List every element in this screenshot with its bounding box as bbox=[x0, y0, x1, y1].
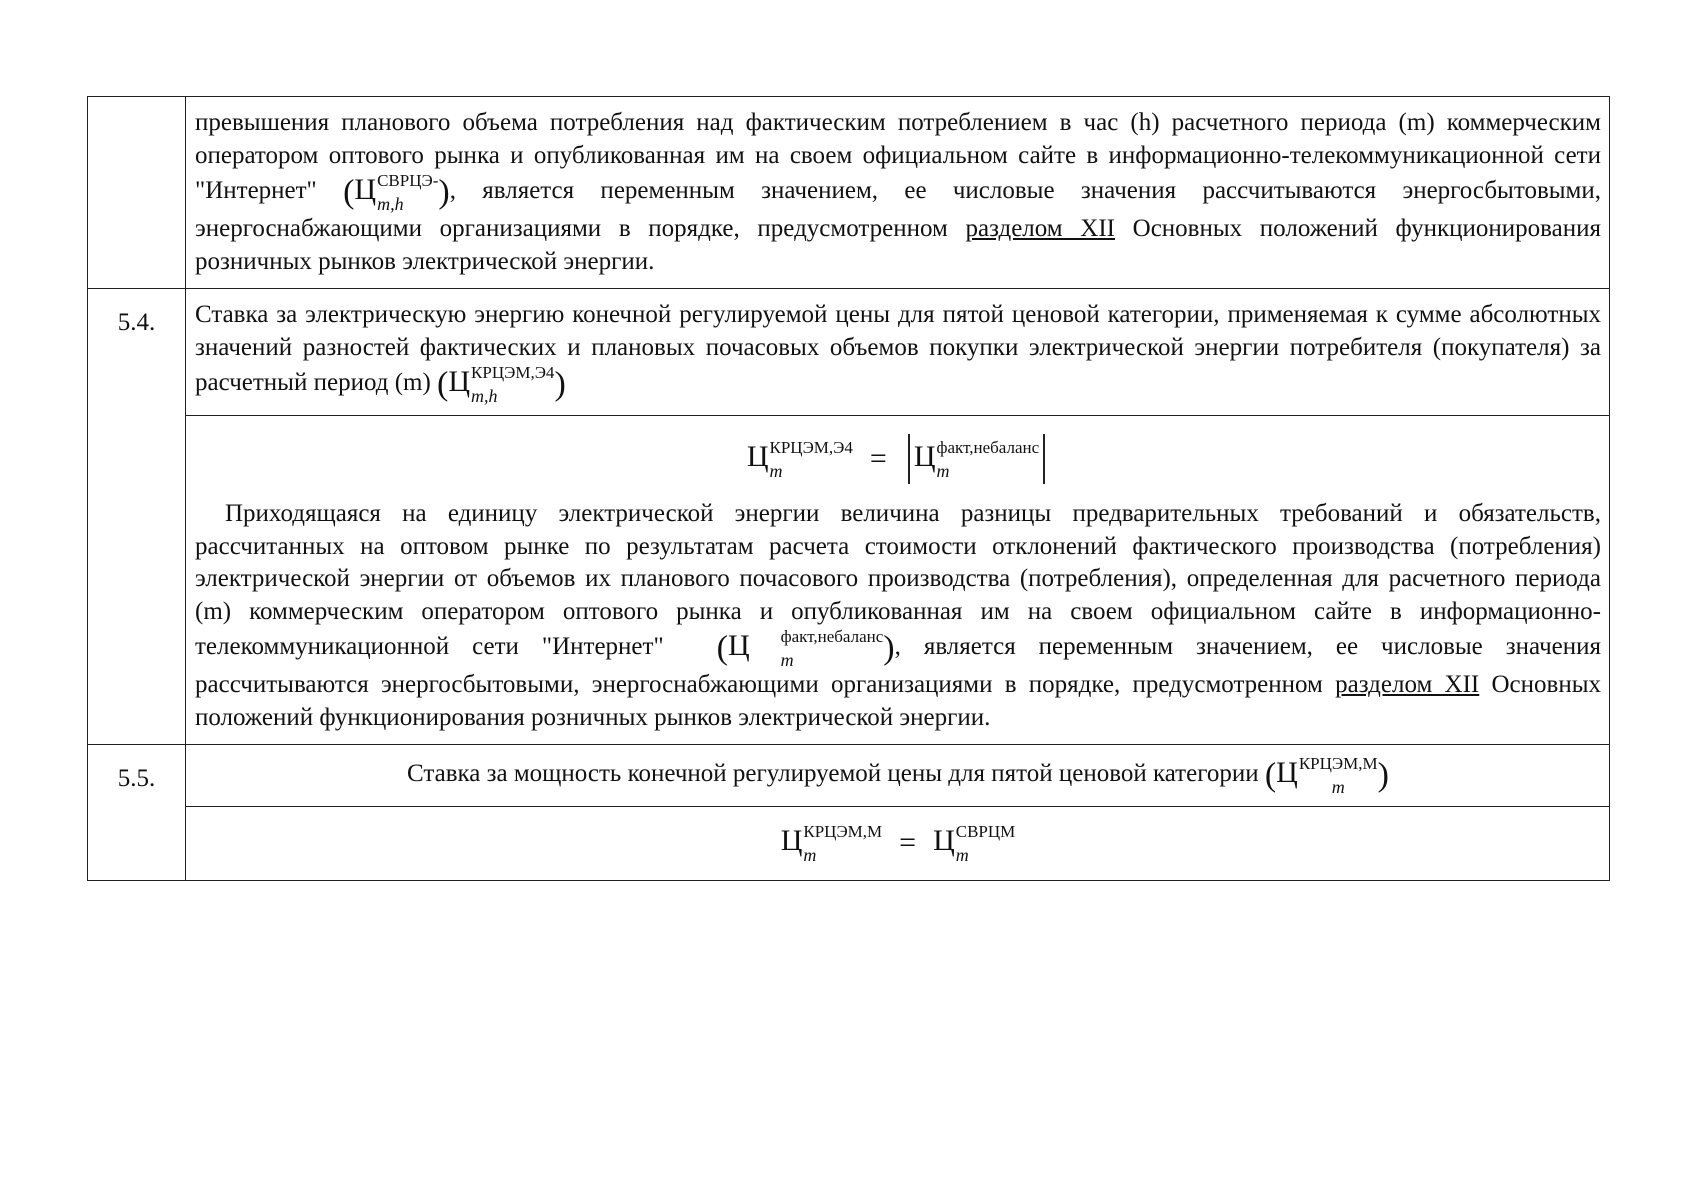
formula-symbol: Ц bbox=[354, 172, 377, 206]
paragraph bbox=[195, 107, 1601, 278]
text-cell bbox=[186, 416, 1610, 745]
table-row bbox=[88, 289, 1610, 416]
abs-bar-right bbox=[1043, 434, 1045, 484]
formula-sub: m,h bbox=[377, 194, 404, 214]
text-cell bbox=[186, 97, 1610, 289]
formula-symbol: Ц bbox=[727, 628, 750, 662]
formula-krcem-e4: (Ц КРЦЭМ,Э4 m,h ) bbox=[437, 363, 566, 406]
text-cell bbox=[186, 745, 1610, 807]
formula-sup: КРЦЭМ,М bbox=[1298, 754, 1378, 773]
text-segment: Ставка за мощность конечной регулируемой цены для пятой ценовой категории bbox=[407, 760, 1259, 788]
formula-sub: m bbox=[803, 845, 817, 865]
link-section-xii[interactable]: разделом XII bbox=[965, 215, 1115, 242]
text-segment: , является переменным значением, ее числовые значения рассчитываются энергосбытовыми, энергоснабжающими организациями в порядке, предусмотренном bbox=[195, 633, 1602, 698]
formula-fakt-nebalans: (Ц факт,небаланс m ) bbox=[716, 627, 895, 670]
abs-bar-left bbox=[908, 434, 910, 484]
row-number-cell bbox=[88, 97, 186, 289]
formula-sub: m,h bbox=[471, 386, 498, 406]
formula-symbol: Ц bbox=[448, 364, 471, 398]
formula-sup: СВРЦЭ- bbox=[377, 171, 439, 190]
formula-svrce: (Ц СВРЦЭ- m,h ) bbox=[343, 171, 450, 214]
formula-block bbox=[195, 426, 1601, 498]
formula-symbol: Ц bbox=[1276, 755, 1298, 789]
table-row bbox=[88, 807, 1610, 881]
equals-sign: = bbox=[899, 826, 917, 860]
text-segment: Основных положений функционирования розничных рынков электрической энергии. bbox=[195, 671, 1602, 731]
text-segment: превышения планового объема потребления над фактическим потреблением в час (h) расчетного периода (m) коммерческим оператором оптового рынка и опубликованная им на своем официальном сайте в информационно-телекоммуникационной сети "Интернет" bbox=[195, 109, 1601, 205]
formula-sub: m bbox=[955, 845, 969, 865]
link-section-xii[interactable]: разделом XII bbox=[1335, 671, 1480, 698]
formula-krcem-m: (Ц КРЦЭМ,М m ) bbox=[1264, 754, 1389, 797]
formula-sub: m bbox=[936, 460, 950, 481]
formula-right bbox=[933, 823, 1015, 864]
text-segment: Ставка за электрическую энергию конечной регулируемой цены для пятой ценовой категории, применяемая к сумме абсолютных значений разностей фактических и плановых почасовых объемов покупки электрической энергии потребителя (покупателя) за расчетный период (m) bbox=[195, 301, 1601, 397]
paragraph bbox=[195, 498, 1601, 734]
formula-left bbox=[747, 439, 853, 480]
formula-sup: факт,небаланс bbox=[780, 627, 884, 646]
text-segment: Приходящаяся на единицу электрической энергии величина разницы предварительных требований и обязательств, рассчитанных на оптовом рынке по результатам расчета стоимости отклонений фактического производства (потребления) электрической энергии от объемов их планового почасового производства (потребления), определенная для расчетного периода (m) коммерческим оператором оптового рынка и опубликованная им на своем официальном сайте в информационно-телекоммуникационной сети "Интернет" bbox=[195, 500, 1601, 661]
paragraph bbox=[195, 755, 1601, 796]
formula-left bbox=[781, 823, 882, 864]
text-cell bbox=[186, 289, 1610, 416]
paragraph bbox=[195, 299, 1601, 405]
formula-block bbox=[195, 817, 1601, 870]
formula-sup: КРЦЭМ,Э4 bbox=[471, 363, 555, 382]
table-row bbox=[88, 416, 1610, 745]
formula-sub: m bbox=[1331, 777, 1345, 797]
equals-sign: = bbox=[869, 441, 887, 475]
text-cell bbox=[186, 807, 1610, 881]
table-row bbox=[88, 745, 1610, 807]
formula-sup: СВРЦМ bbox=[955, 822, 1016, 841]
formula-symbol: Ц bbox=[913, 439, 936, 473]
formula-sub: m bbox=[780, 650, 794, 670]
formula-right bbox=[914, 439, 1039, 480]
formula-symbol: Ц bbox=[780, 823, 803, 857]
formula-sub: m bbox=[769, 460, 783, 481]
formula-symbol: Ц bbox=[933, 823, 955, 857]
row-number-cell: 5.5. bbox=[88, 745, 186, 881]
formula-symbol: Ц bbox=[746, 439, 769, 473]
row-number-cell: 5.4. bbox=[88, 289, 186, 745]
formula-sup: факт,небаланс bbox=[936, 437, 1040, 457]
document-table bbox=[87, 96, 1610, 881]
formula-sup: КРЦЭМ,Э4 bbox=[769, 437, 853, 457]
formula-sup: КРЦЭМ,М bbox=[803, 822, 883, 841]
table-row bbox=[88, 97, 1610, 289]
text-segment: Основных положений функционирования розничных рынков электрической энергии. bbox=[195, 215, 1601, 275]
text-segment: , является переменным значением, ее числовые значения рассчитываются энергосбытовыми, энергоснабжающими организациями в порядке, предусмотренном bbox=[195, 177, 1601, 242]
